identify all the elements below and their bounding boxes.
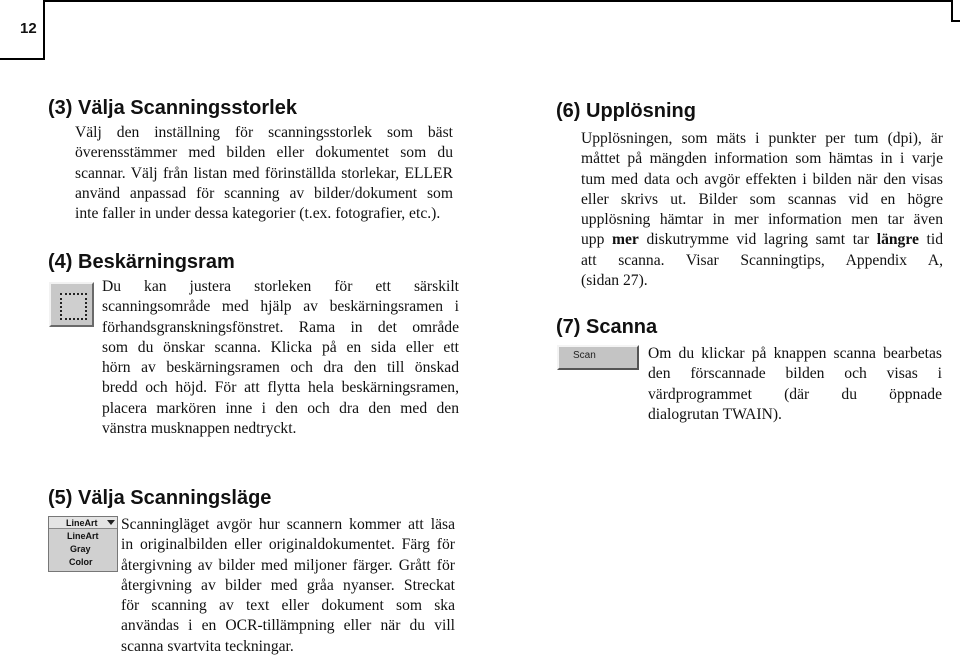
scan-mode-option-color[interactable]: Color xyxy=(69,557,93,567)
text-line xyxy=(581,230,943,250)
text-run: tid xyxy=(918,231,943,249)
text-line: värdprogrammet (där du öppnade xyxy=(648,385,942,403)
text-run: upp xyxy=(581,231,612,249)
text-line: den förscannade bilden och visas i xyxy=(648,365,942,383)
text-line: scanningsområde med hjälp av beskärningsramen i xyxy=(102,298,459,316)
text-line: bredd och höjd. För att flytta hela beskärningsramen, xyxy=(102,379,459,397)
scan-mode-dropdown[interactable] xyxy=(48,516,118,572)
scan-mode-selected: LineArt xyxy=(49,517,117,529)
text-line: scanna svartvita teckningar. xyxy=(121,637,294,655)
text-line: överensstämmer med bilden eller dokumentet som du xyxy=(75,144,453,162)
text-line: Du kan justera storleken för ett särskilt xyxy=(102,278,459,295)
text-line: som du önskar scanna. Klicka på en sida eller ett xyxy=(102,338,459,356)
chevron-down-icon[interactable] xyxy=(107,520,115,525)
text-line: användas i en OCR-tillämpning eller när du vill xyxy=(121,617,455,635)
crop-frame-icon xyxy=(49,282,94,327)
section-7-body xyxy=(648,344,942,425)
page-number: 12 xyxy=(20,20,37,37)
text-line: att scanna. Visar Scanningtips, Appendix A, xyxy=(581,251,943,269)
text-line: hörn av beskärningsramen och dra den till önskad xyxy=(102,359,459,377)
text-line: vänstra musknappen nedtryckt. xyxy=(102,420,297,438)
text-line: för scanning av text eller dokument som ska xyxy=(121,597,455,615)
text-line: eller skrivs ut. Bilder som scannas vid en högre xyxy=(581,190,943,208)
page-number-tab xyxy=(0,0,45,60)
emphasis-longer: längre xyxy=(876,231,919,249)
section-5-heading: (5) Välja Scanningsläge xyxy=(48,487,272,509)
text-line: använd anpassad för scanning av bilder/dokument som xyxy=(75,184,453,202)
text-line: Välj den inställning för scanningsstorlek som bäst xyxy=(75,124,453,141)
text-line: dialogrutan TWAIN). xyxy=(648,405,782,423)
section-6-heading: (6) Upplösning xyxy=(556,100,696,122)
section-6-body xyxy=(581,129,943,291)
section-3-body xyxy=(75,123,453,224)
text-line: Scanningläget avgör hur scannern kommer att läsa xyxy=(121,516,455,533)
text-line: upplösning hämtar in mer information men tar även xyxy=(581,211,943,229)
corner-mark xyxy=(951,0,960,22)
scan-mode-option-gray[interactable]: Gray xyxy=(70,544,91,554)
text-line: återgivning av bilder med gråa nyanser. Streckat xyxy=(121,576,455,594)
text-line: förhandsgranskningsfönstret. Rama in det område xyxy=(102,318,459,336)
text-run: diskutrymme vid lagring samt tar xyxy=(638,231,877,249)
text-line: scannar. Välj från listan med förinställda storlekar, ELLER xyxy=(75,164,453,182)
section-5-body xyxy=(121,515,455,657)
section-7-heading: (7) Scanna xyxy=(556,316,658,338)
text-line: (sidan 27). xyxy=(581,272,648,290)
section-4-heading: (4) Beskärningsram xyxy=(48,251,235,273)
scan-button[interactable]: Scan xyxy=(557,345,639,370)
text-line: placera markören inne i den och dra den med den xyxy=(102,399,459,417)
scan-mode-option-lineart[interactable]: LineArt xyxy=(67,531,99,541)
section-4-body xyxy=(102,277,459,439)
text-line: återgivning av bilder med miljoner färger. Grått för xyxy=(121,556,455,574)
text-line: måttet på mängden information som hämtas in i varje xyxy=(581,150,943,168)
text-line: inte faller in under dessa kategorier (t.ex. fotografier, etc.). xyxy=(75,205,441,223)
text-line: Upplösningen, som mäts i punkter per tum (dpi), är xyxy=(581,130,943,147)
emphasis-more: mer xyxy=(612,231,639,249)
text-line: tum med data och avgör effekten i bilden när den visas xyxy=(581,170,943,188)
text-line: Om du klickar på knappen scanna bearbetas xyxy=(648,345,942,362)
text-line: in originalbilden eller originaldokumentet. Färg för xyxy=(121,536,455,554)
top-rule xyxy=(43,0,955,2)
section-3-heading: (3) Välja Scanningsstorlek xyxy=(48,97,297,119)
